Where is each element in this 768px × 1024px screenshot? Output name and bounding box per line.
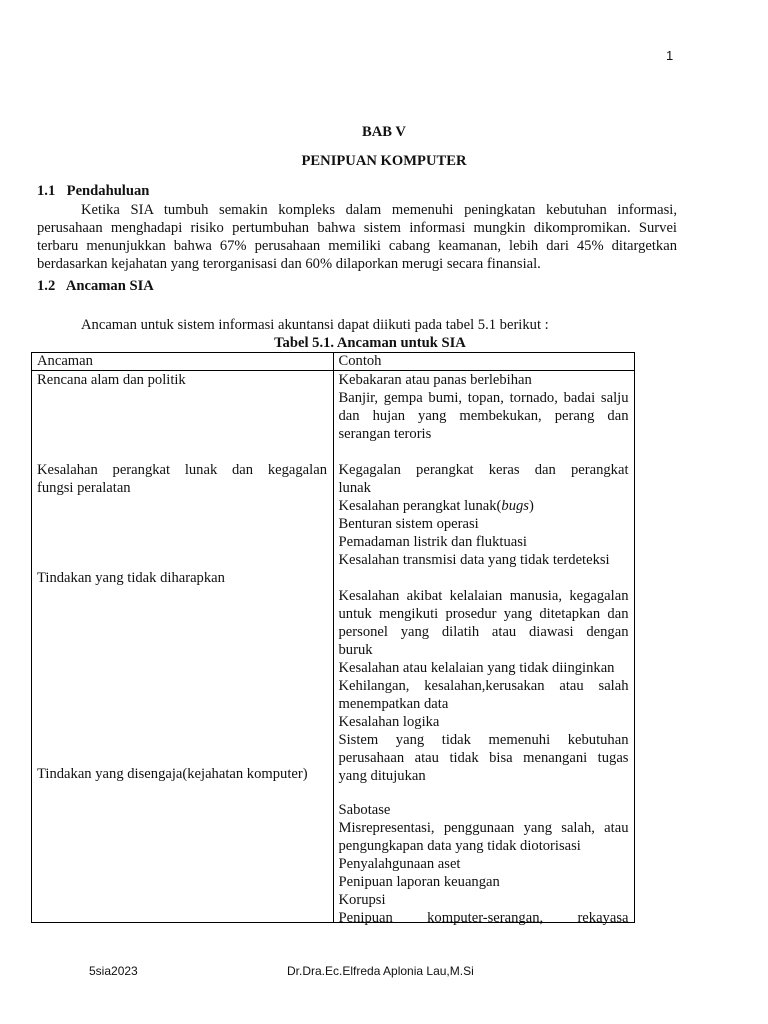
section-heading-ancaman	[37, 277, 154, 295]
example-line: Sistem yang tidak memenuhi kebutuhan	[338, 732, 629, 748]
threat-line: Rencana alam dan politik	[37, 372, 186, 388]
example-line: Pemadaman listrik dan fluktuasi	[338, 534, 527, 550]
paragraph-line: Ketika SIA tumbuh semakin kompleks dalam memenuhi peningkatan kebutuhan informasi,	[81, 202, 677, 218]
footer-course-code: 5sia2023	[89, 964, 138, 978]
example-group	[339, 587, 629, 785]
example-line: Misrepresentasi, penggunaan yang salah, atau	[338, 820, 629, 836]
chapter-title: PENIPUAN KOMPUTER	[301, 153, 467, 169]
section-number: 1.2	[37, 278, 56, 294]
section-heading-pendahuluan	[37, 182, 149, 200]
example-line: Kesalahan atau kelalaian yang tidak diinginkan	[338, 660, 615, 676]
threat-line: Kesalahan perangkat lunak dan kegagalan	[37, 462, 327, 478]
example-line: Benturan sistem operasi	[338, 516, 479, 532]
example-line: Kesalahan akibat kelalaian manusia, kegagalan	[338, 588, 629, 604]
example-line: Kegagalan perangkat keras dan perangkat	[338, 462, 629, 478]
example-line: lunak	[338, 480, 371, 496]
example-line: Penipuan komputer-serangan, rekayasa	[338, 910, 629, 926]
footer-author: Dr.Dra.Ec.Elfreda Aplonia Lau,M.Si	[287, 964, 474, 978]
example-line: Penyalahgunaan aset	[338, 856, 461, 872]
example-line	[339, 497, 629, 515]
section-title: Pendahuluan	[66, 183, 150, 199]
table-intro-text: Ancaman untuk sistem informasi akuntansi dapat diikuti pada tabel 5.1 berikut :	[81, 317, 549, 333]
table-caption: Tabel 5.1. Ancaman untuk SIA	[274, 335, 466, 351]
section-title: Ancaman SIA	[65, 278, 154, 294]
example-line: yang ditujukan	[338, 768, 426, 784]
threat-item	[37, 569, 327, 587]
example-line: Sabotase	[338, 802, 391, 818]
example-line: Korupsi	[338, 892, 386, 908]
threat-line: Tindakan yang disengaja(kejahatan komputer)	[37, 766, 308, 782]
threat-item	[37, 461, 327, 497]
example-italic-term: bugs	[501, 498, 529, 514]
paragraph-line: berdasarkan kejahatan yang terorganisasi dan 60% dilaporkan merugi secara finansial.	[37, 256, 541, 272]
paragraph-line: perusahaan menghadapi risiko pertumbuhan bahwa sistem informasi mungkin dikompromikan. Survei	[37, 220, 677, 236]
example-group	[339, 371, 629, 443]
header-threat: Ancaman	[32, 353, 334, 371]
example-line: perusahaan atau tidak bisa menangani tugas	[338, 750, 629, 766]
example-column	[333, 371, 635, 926]
threat-line: Tindakan yang tidak diharapkan	[37, 570, 225, 586]
threat-column	[32, 371, 334, 923]
table-row	[32, 371, 635, 923]
example-line: buruk	[338, 642, 373, 658]
example-line: untuk mengikuti prosedur yang ditetapkan dan	[338, 606, 629, 622]
paragraph-line: terbaru menunjukkan bahwa 67% perusahaan memiliki cabang keamanan, lebih dari 45% ditargetkan	[37, 238, 677, 254]
threat-line: fungsi peralatan	[37, 480, 131, 496]
page-number: 1	[666, 48, 674, 63]
example-line: Penipuan laporan keuangan	[338, 874, 500, 890]
example-line: pengungkapan data yang tidak diotorisasi	[338, 838, 581, 854]
example-group	[339, 461, 629, 569]
intro-paragraph	[37, 201, 677, 273]
section-number: 1.1	[37, 183, 56, 199]
example-line: serangan teroris	[338, 426, 432, 442]
header-example: Contoh	[333, 353, 635, 371]
example-line: Kesalahan transmisi data yang tidak terdeteksi	[338, 552, 610, 568]
threat-item	[37, 371, 327, 389]
example-line: Banjir, gempa bumi, topan, tornado, badai salju	[338, 390, 629, 406]
example-line: dan hujan yang membekukan, perang dan	[338, 408, 629, 424]
example-line: Kehilangan, kesalahan,kerusakan atau salah	[338, 678, 629, 694]
threats-table	[31, 352, 635, 926]
example-line: personel yang dilatih atau diawasi dengan	[338, 624, 629, 640]
example-group	[339, 801, 629, 927]
threat-item	[37, 765, 327, 783]
table-header-row	[32, 353, 635, 371]
example-line: Kesalahan logika	[338, 714, 440, 730]
example-line: menempatkan data	[338, 696, 449, 712]
example-text: Kesalahan perangkat lunak(	[338, 498, 502, 514]
example-text: )	[528, 498, 534, 514]
chapter-label: BAB V	[362, 124, 406, 140]
example-line: Kebakaran atau panas berlebihan	[338, 372, 532, 388]
